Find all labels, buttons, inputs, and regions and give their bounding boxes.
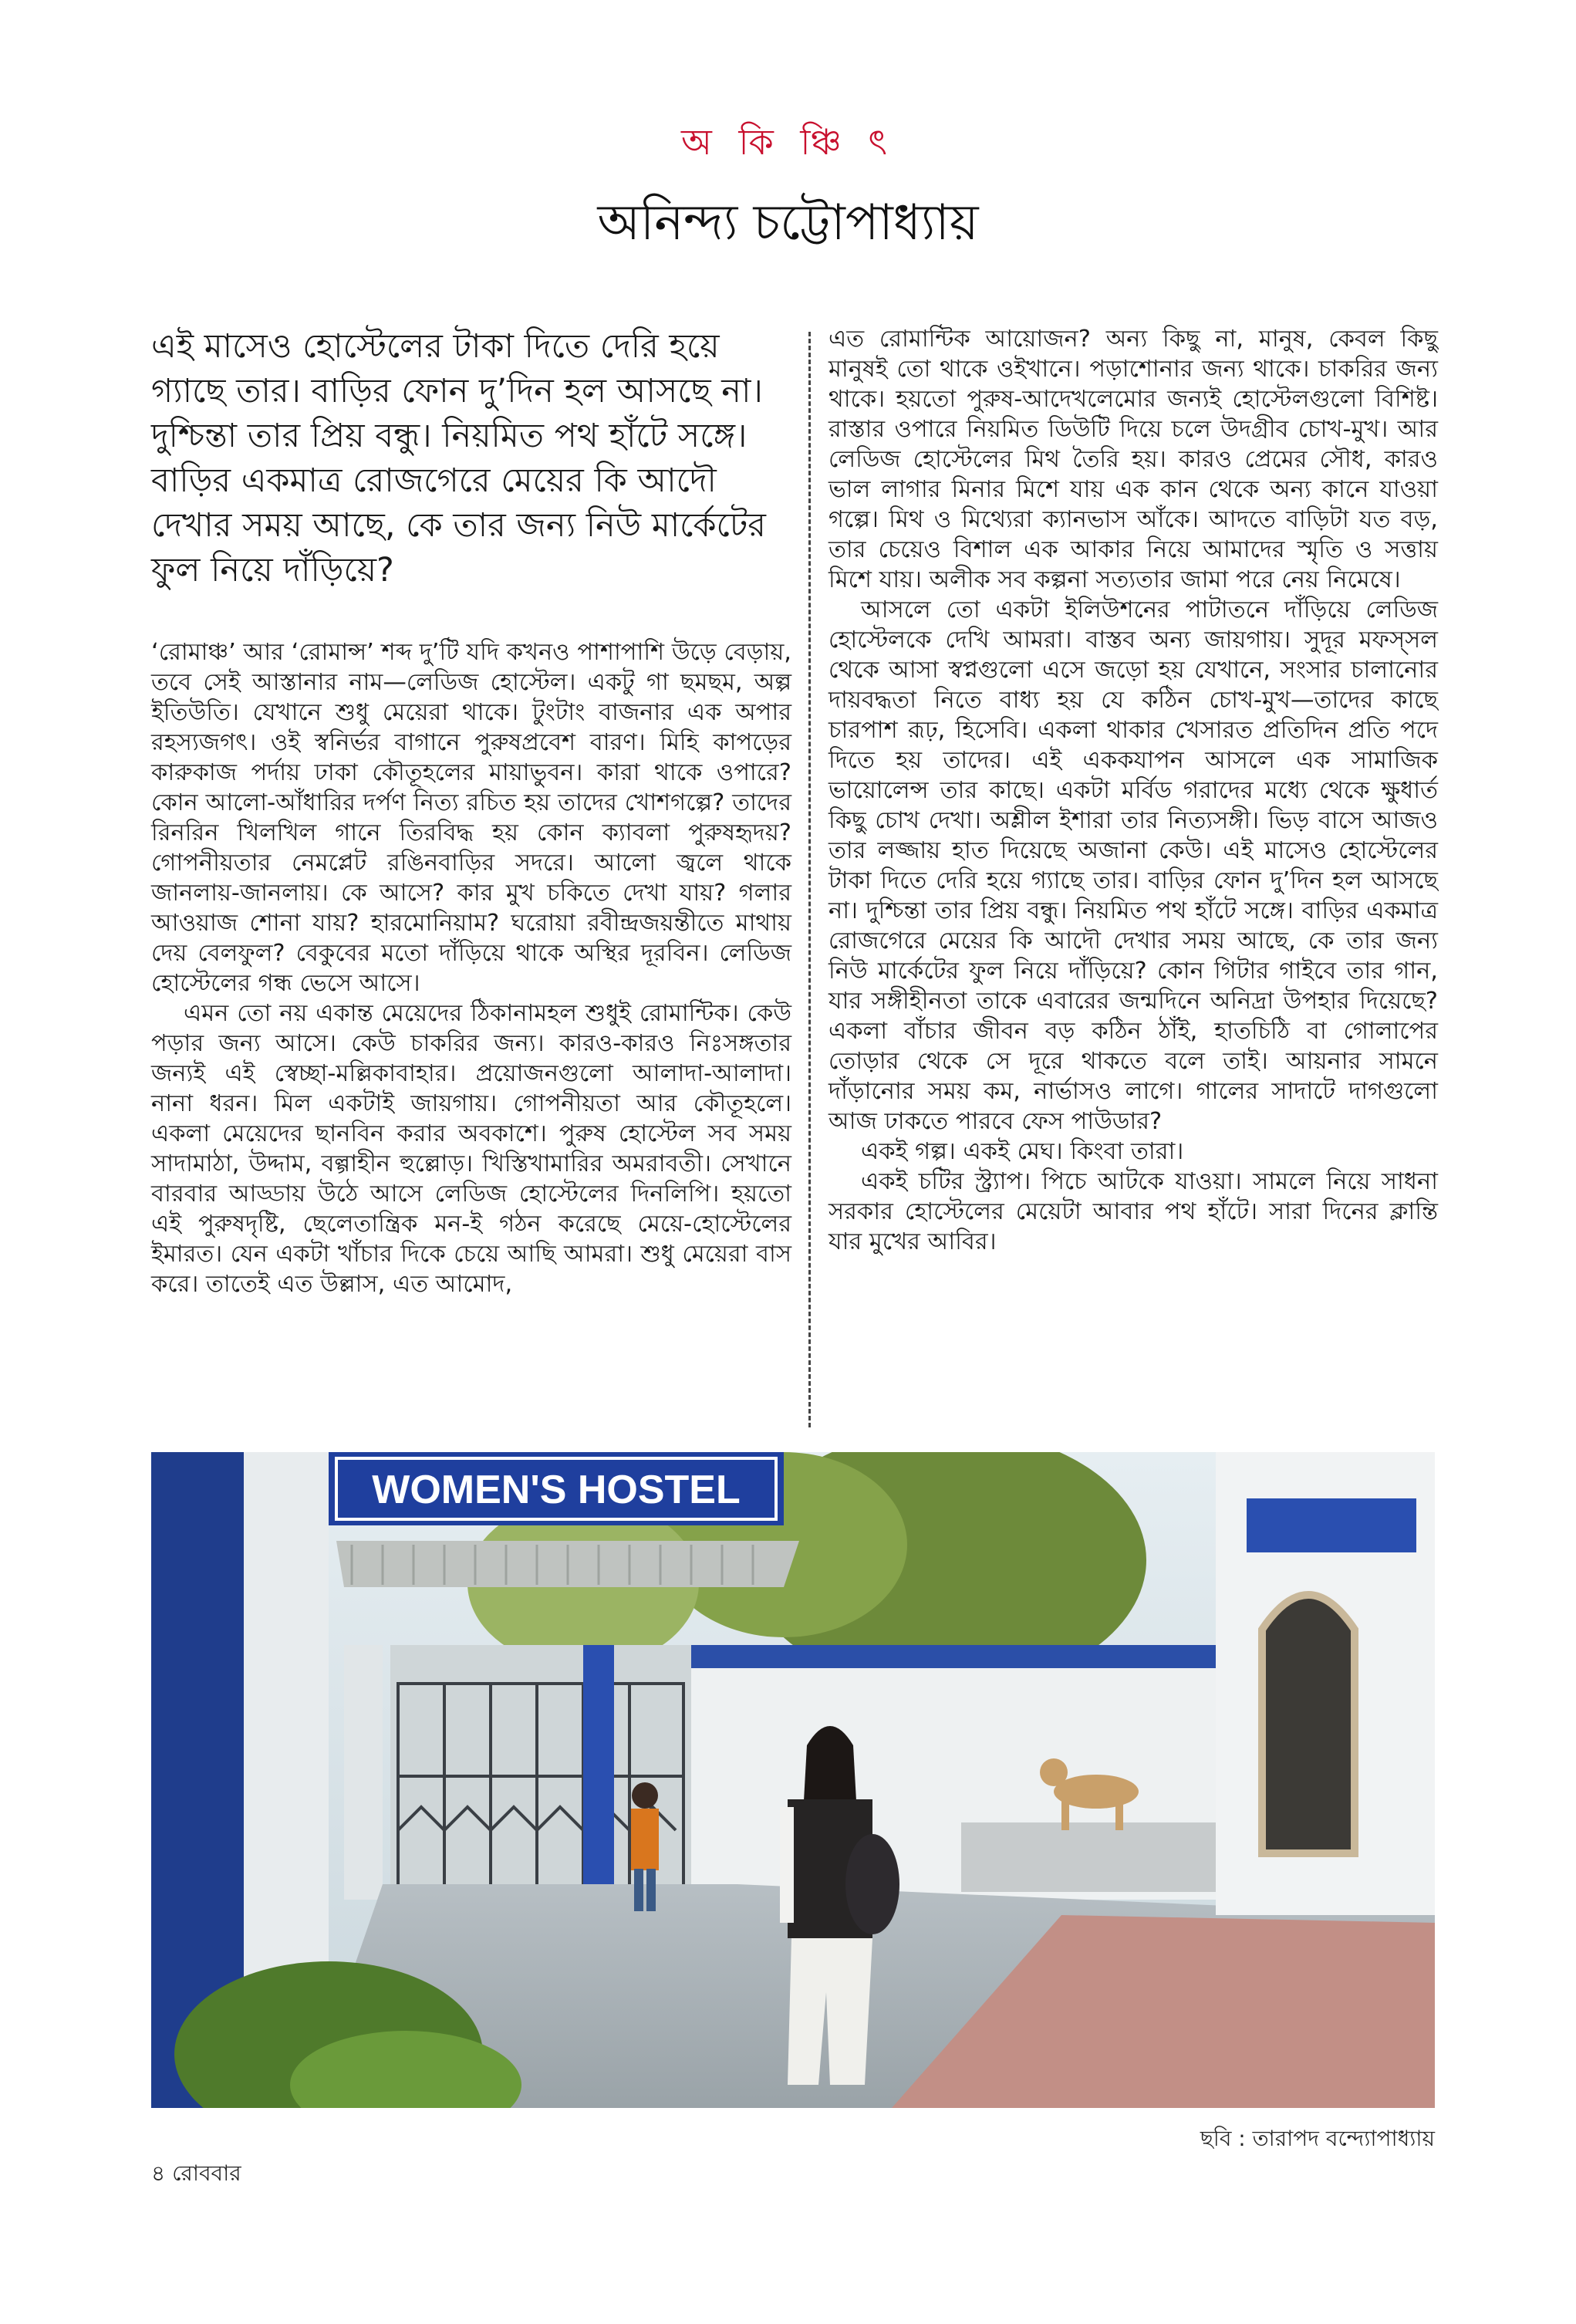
standfirst: এই মাসেও হোস্টেলের টাকা দিতে দেরি হয়ে গ্যাছে তার। বাড়ির ফোন দু’দিন হল আসছে না। দুশ্চিন্তা তার প্রিয় বন্ধু। নিয়মিত পথ হাঁটে সঙ্গে। বাড়ির একমাত্র রোজগেরে মেয়ের কি আদৌ দেখার সময় আছে, কে তার জন্য নিউ মার্কেটের ফুল নিয়ে দাঁড়িয়ে? [151, 327, 766, 589]
photo-pillar [583, 1645, 614, 1900]
page-folio: ৪ রোববার [151, 2160, 241, 2186]
author-byline: অনিন্দ্য চট্টোপাধ্যায় [597, 194, 979, 252]
photo-arch-window [1262, 1595, 1355, 1853]
body-paragraph: আসলে তো একটা ইলিউশনের পাটাতনে দাঁড়িয়ে লেডিজ হোস্টেলকে দেখি আমরা। বাস্তব অন্য জায়গায়। সুদূর মফস্সল থেকে আসা স্বপ্নগুলো এসে জড়ো হয় যেখানে, সংসার চালানোর দায়বদ্ধতা নিতে বাধ্য হয় যে কঠিন চোখ-মুখ—তাদের কাছে চারপাশ রূঢ়, হিসেবি। একলা থাকার খেসারত প্রতিদিন প্রতি পদে দিতে হয় তাদের। এই এককযাপন আসলে এক সামাজিক ভায়োলেন্স তার কাছে। একটা মর্বিড গরাদের মধ্যে থেকে ক্ষুধার্ত কিছু চোখ দেখা। অশ্লীল ইশারা তার নিত্যসঙ্গী। ভিড় বাসে আজও তার লজ্জায় হাত দিয়েছে অজানা কেউ। এই মাসেও হোস্টেলের টাকা দিতে দেরি হয়ে গ্যাছে তার। বাড়ির ফোন দু’দিন হল আসছে না। দুশ্চিন্তা তার প্রিয় বন্ধু। নিয়মিত পথ হাঁটে সঙ্গে। বাড়ির একমাত্র রোজগেরে মেয়ের কি আদৌ দেখার সময় আছে, কে তার জন্য নিউ মার্কেটের ফুল নিয়ে দাঁড়িয়ে? কোন গিটার গাইবে তার গান, যার সঙ্গীহীনতা তাকে এবারের জন্মদিনে অনিদ্রা উপহার দিয়েছে? একলা বাঁচার জীবন বড় কঠিন ঠাঁই, হাতচিঠি বা গোলাপের তোড়ার থেকে সে দূরে থাকতে বলে তাই। আয়নার সামনে দাঁড়ানোর সময় কম, নার্ভাসও লাগে। গালের সাদাটে দাগগুলো আজ ঢাকতে পারবে ফেস পাউডার? [828, 596, 1438, 1135]
column-divider [808, 332, 811, 1427]
body-paragraph: ‘রোমাঞ্চ’ আর ‘রোমান্স’ শব্দ দু’টি যদি কখনও পাশাপাশি উড়ে বেড়ায়, তবে সেই আস্তানার নাম—লেডিজ হোস্টেল। একটু গা ছমছম, অল্প ইতিউতি। যেখানে শুধু মেয়েরা থাকে। টুংটাং বাজনার এক অপার রহস্যজগৎ। ওই স্বনির্ভর বাগানে পুরুষপ্রবেশ বারণ। মিহি কাপড়ের কারুকাজ পর্দায় ঢাকা কৌতূহলের মায়াভুবন। কারা থাকে ওপারে? কোন আলো-আঁধারির দর্পণ নিত্য রচিত হয় তাদের খোশগল্পে? তাদের রিনরিন খিলখিল গানে তিরবিদ্ধ হয় কোন ক্যাবলা পুরুষহৃদয়? গোপনীয়তার নেমপ্লেট রঙিনবাড়ির সদরে। আলো জ্বলে থাকে জানলায়-জানলায়। কে আসে? কার মুখ চকিতে দেখা যায়? গলার আওয়াজ শোনা যায়? হারমোনিয়াম? ঘরোয়া রবীন্দ্রজয়ন্তীতে মাথায় দেয় বেলফুল? বেকুবের মতো দাঁড়িয়ে থাকে অস্থির দূরবিন। লেডিজ হোস্টেলের গন্ধ ভেসে আসে। [151, 639, 791, 997]
left-column [151, 324, 791, 1299]
photo-building-trim [1247, 1498, 1416, 1552]
body-paragraph: এমন তো নয় একান্ত মেয়েদের ঠিকানামহল শুধুই রোমান্টিক। কেউ পড়ার জন্য আসে। কেউ চাকরির জন্য। কারও-কারও নিঃসঙ্গতার জন্যই এই স্বেচ্ছা-মল্লিকাবাহার। প্রয়োজনগুলো আলাদা-আলাদা। নানা ধরন। মিল একটাই জায়গায়। গোপনীয়তা আর কৌতূহলে। একলা মেয়েদের ছানবিন করার অবকাশে। পুরুষ হোস্টেল সব সময় সাদামাঠা, উদ্দাম, বল্গাহীন হুল্লোড়। খিস্তিখামারির অমরাবতী। সেখানে বারবার আড্ডায় উঠে আসে লেডিজ হোস্টেলের দিনলিপি। হয়তো এই পুরুষদৃষ্টি, ছেলেতান্ত্রিক মন-ই গঠন করেছে মেয়ে-হোস্টেলের ইমারত। যেন একটা খাঁচার দিকে চেয়ে আছি আমরা। শুধু মেয়েরা বাস করে। তাতেই এত উল্লাস, এত আমোদ, [151, 1000, 791, 1298]
body-paragraph: একই গল্প। একই মেঘ। কিংবা তারা। [861, 1138, 1184, 1165]
body-paragraph: একই চটির স্ট্র্যাপ। পিচে আটকে যাওয়া। সামলে নিয়ে সাধনা সরকার হোস্টেলের মেয়েটা আবার পথ হাঁটে। সারা দিনের ক্লান্তি যার মুখের আবির। [828, 1168, 1438, 1255]
hostel-photo [151, 1452, 1435, 2108]
hostel-sign-text: WOMEN'S HOSTEL [372, 1468, 741, 1512]
column-kicker: অ কি ঞ্চি ৎ [681, 121, 895, 163]
photo-pillar [344, 1645, 383, 1900]
body-paragraph: এত রোমান্টিক আয়োজন? অন্য কিছু না, মানুষ, কেবল কিছু মানুষই তো থাকে ওইখানে। পড়াশোনার জন্য থাকে। চাকরির জন্য থাকে। হয়তো পুরুষ-আদেখলেমোর জন্যই হোস্টেলগুলো বিশিষ্ট। রাস্তার ওপারে নিয়মিত ডিউটি দিয়ে চলে উদগ্রীব চোখ-মুখ। আর লেডিজ হোস্টেলের মিথ তৈরি হয়। কারও প্রেমের সৌধ, কারও ভাল লাগার মিনার মিশে যায় এক কান থেকে অন্য কানে যাওয়া গল্পে। মিথ ও মিথ্যেরা ক্যানভাস আঁকে। আদতে বাড়িটা যত বড়, তার চেয়েও বিশাল এক আকার নিয়ে আমাদের স্মৃতি ও সত্তায় মিশে যায়। অলীক সব কল্পনা সত্যতার জামা পরে নেয় নিমেষে। [828, 326, 1438, 593]
photo-wall-trim [691, 1645, 1231, 1668]
right-column [828, 324, 1438, 1257]
photo-credit: ছবি : তারাপদ বন্দ্যোপাধ্যায় [1200, 2126, 1435, 2151]
